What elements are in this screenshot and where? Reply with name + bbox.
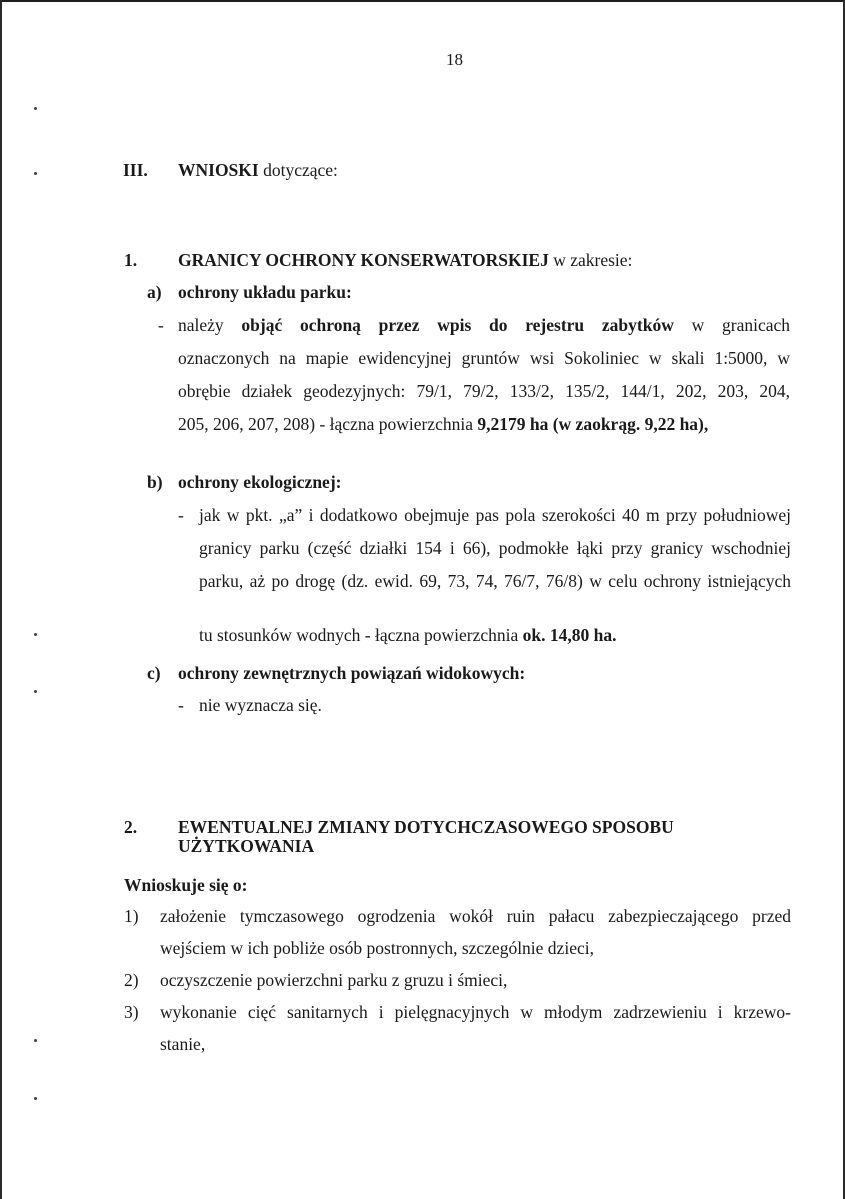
subsection-2-title-line-1: EWENTUALNEJ ZMIANY DOTYCHCZASOWEGO SPOSOBU xyxy=(178,817,674,837)
scan-speck xyxy=(34,107,37,110)
proposal-item-3-line-1: wykonanie cięć sanitarnych i pielęgnacyjnych w młodym zadrzewieniu i krzewo- xyxy=(160,1002,791,1022)
subsection-2-number: 2. xyxy=(124,817,138,837)
item-a-line-1-bold: objąć ochroną przez wpis do rejestru zabytków xyxy=(241,315,674,335)
scan-border-left xyxy=(0,0,2,1199)
subsection-number: 1. xyxy=(124,250,138,270)
item-a-label: a) xyxy=(147,282,162,302)
proposal-item-2-line-1: oczyszczenie powierzchni parku z gruzu i śmieci, xyxy=(160,970,508,990)
item-b-line-4 xyxy=(199,625,617,646)
proposal-item-3-label: 3) xyxy=(124,1002,139,1022)
item-b-line-2: granicy parku (część działki 154 i 66), podmokłe łąki przy granicy wschodniej xyxy=(199,538,791,558)
scan-speck xyxy=(34,1097,37,1100)
proposal-item-2-label: 2) xyxy=(124,970,139,990)
item-a-line-1 xyxy=(178,315,790,336)
section-title-bold: WNIOSKI xyxy=(178,160,259,180)
item-a-line-2: oznaczonych na mapie ewidencyjnej gruntów wsi Sokoliniec w skali 1:5000, w xyxy=(178,348,790,368)
item-a-dash: - xyxy=(158,315,164,335)
item-a-heading: ochrony układu parku: xyxy=(178,282,352,302)
item-a-line-4-bold: 9,2179 ha (w zaokrąg. 9,22 ha), xyxy=(477,414,709,434)
item-b-heading: ochrony ekologicznej: xyxy=(178,472,342,492)
proposal-item-3-line-2: stanie, xyxy=(160,1034,206,1054)
section-number: III. xyxy=(123,160,148,180)
item-a-line-3: obrębie działek geodezyjnych: 79/1, 79/2, 133/2, 135/2, 144/1, 202, 203, 204, xyxy=(178,381,790,401)
scan-border-top xyxy=(0,0,845,2)
proposal-intro: Wnioskuje się o: xyxy=(124,875,248,895)
item-c-heading: ochrony zewnętrznych powiązań widokowych: xyxy=(178,663,526,683)
item-b-line-1: jak w pkt. „a” i dodatkowo obejmuje pas pola szerokości 40 m przy południowej xyxy=(199,505,791,525)
proposal-item-1-line-1: założenie tymczasowego ogrodzenia wokół ruin pałacu zabezpieczającego przed xyxy=(160,906,791,926)
item-c-line-1: nie wyznacza się. xyxy=(199,695,322,715)
item-a-line-1-part-1: należy xyxy=(178,315,224,335)
subsection-title-rest: w zakresie: xyxy=(553,250,633,270)
item-c-dash: - xyxy=(178,695,184,715)
item-b-dash: - xyxy=(178,505,184,525)
subsection-title-bold: GRANICY OCHRONY KONSERWATORSKIEJ xyxy=(178,250,549,270)
section-title-rest: dotyczące: xyxy=(263,160,338,180)
proposal-item-1-line-2: wejściem w ich pobliże osób postronnych, szczególnie dzieci, xyxy=(160,938,594,958)
scan-speck xyxy=(34,172,37,175)
subsection-2-title-line-2: UŻYTKOWANIA xyxy=(178,836,315,856)
scan-speck xyxy=(34,690,37,693)
scan-speck xyxy=(34,633,37,636)
item-b-line-4-bold: ok. 14,80 ha. xyxy=(522,625,617,645)
item-b-label: b) xyxy=(147,472,163,492)
item-b-line-3: parku, aż po drogę (dz. ewid. 69, 73, 74, 76/7, 76/8) w celu ochrony istniejących xyxy=(199,571,791,591)
item-a-line-4-part-1: 205, 206, 207, 208) - łączna powierzchnia xyxy=(178,414,473,434)
page-number: 18 xyxy=(446,50,463,69)
item-a-line-4 xyxy=(178,414,708,435)
subsection-title xyxy=(178,250,632,271)
scan-speck xyxy=(34,1039,37,1042)
item-a-line-1-part-2: w granicach xyxy=(691,315,790,335)
item-c-label: c) xyxy=(147,663,161,683)
proposal-item-1-label: 1) xyxy=(124,906,139,926)
section-title xyxy=(178,160,338,181)
item-b-line-4-part-1: tu stosunków wodnych - łączna powierzchnia xyxy=(199,625,519,645)
